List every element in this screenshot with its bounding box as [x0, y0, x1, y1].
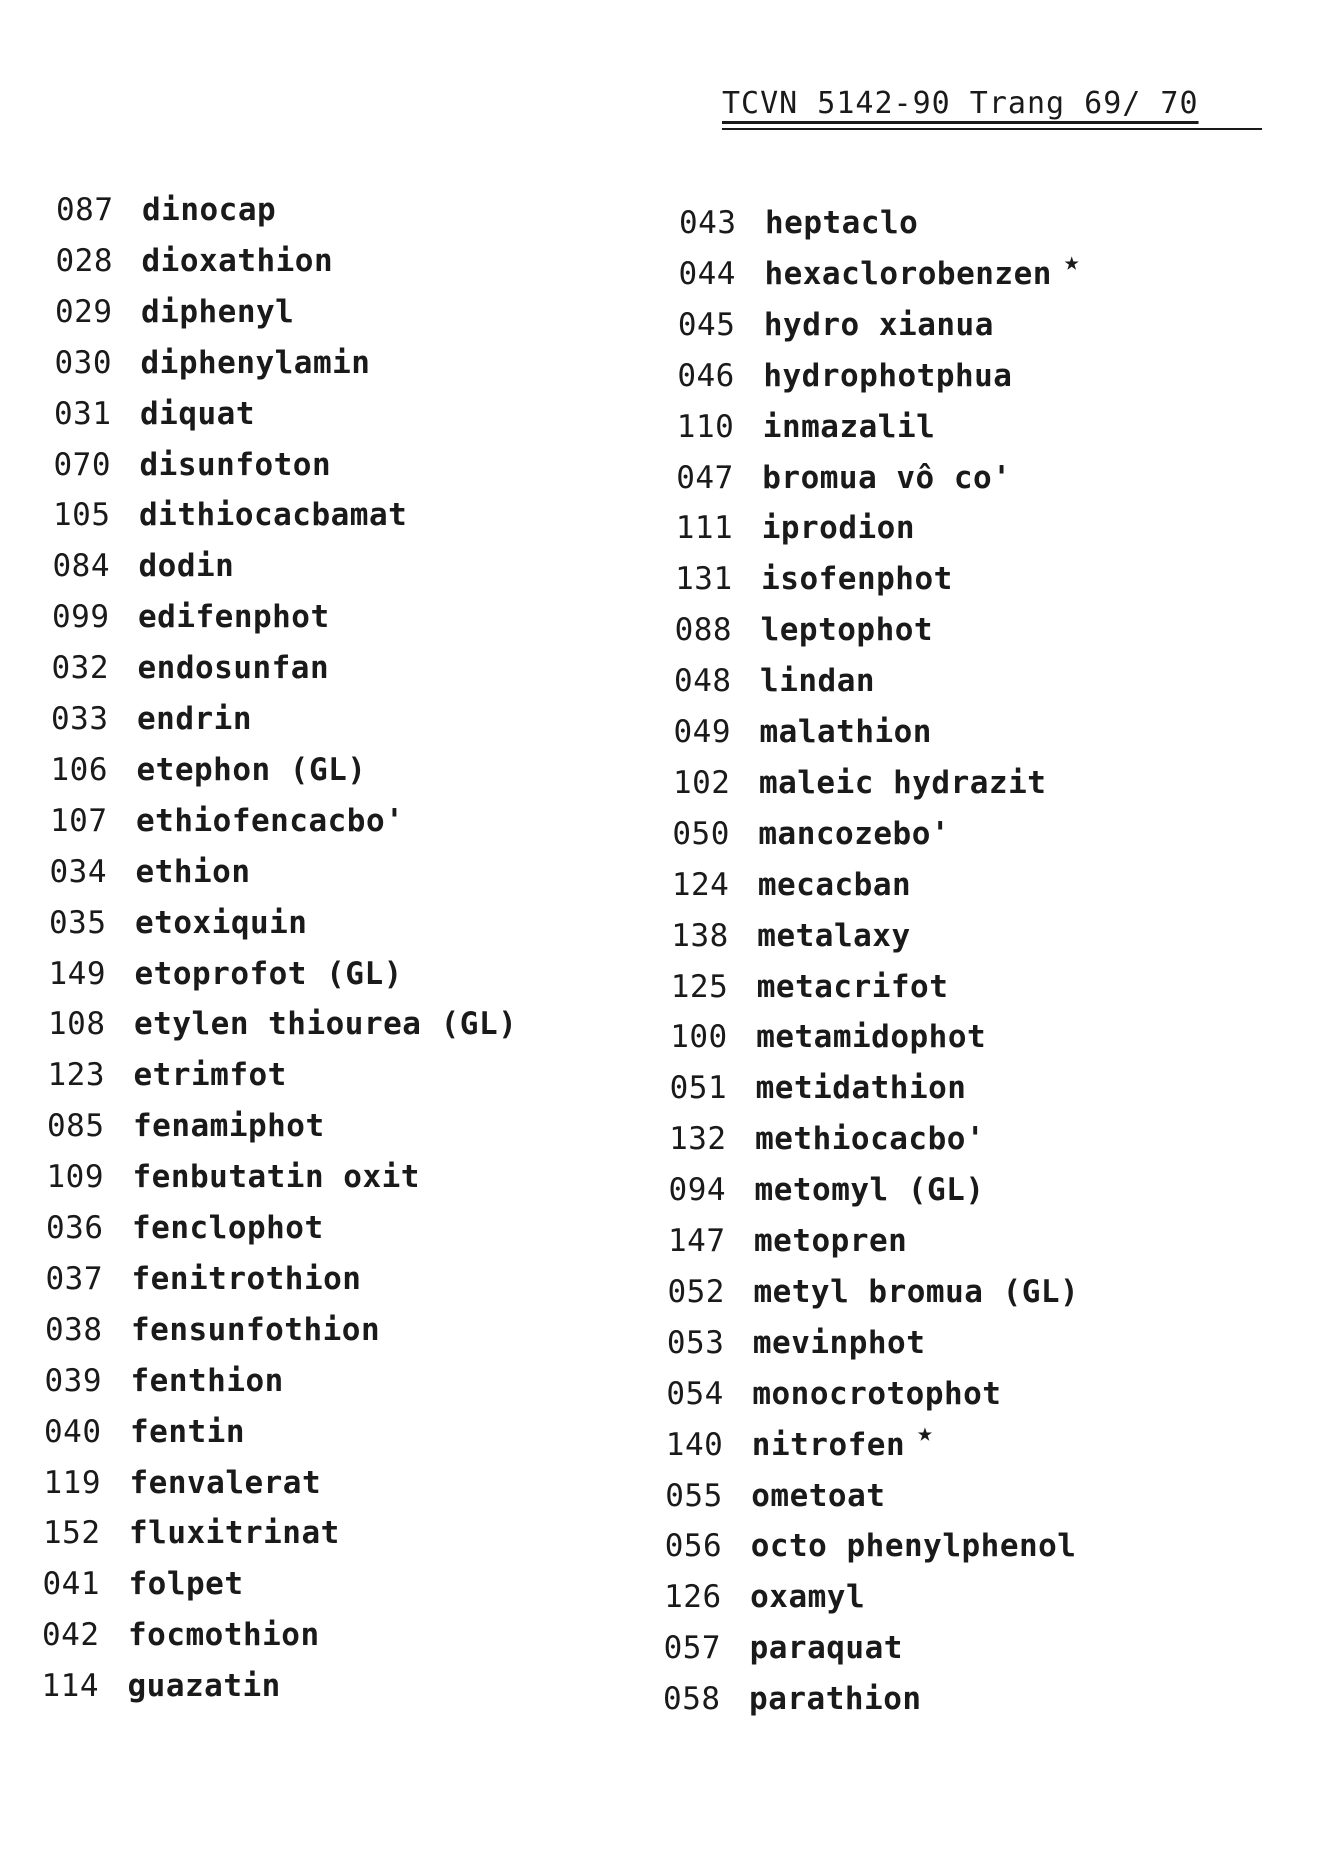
item-code: 035	[49, 904, 107, 941]
item-code: 032	[51, 650, 109, 687]
item-name: nitrofen	[751, 1426, 906, 1463]
list-item	[678, 307, 1006, 343]
list-item	[669, 1172, 997, 1208]
item-name: diphenylamin	[140, 344, 371, 381]
item-code: 140	[665, 1426, 724, 1463]
asterisk-mark: ★	[1063, 246, 1081, 277]
item-code: 100	[670, 1019, 728, 1056]
list-item	[668, 1223, 919, 1259]
item-name: diphenyl	[141, 293, 295, 330]
list-item	[675, 561, 965, 597]
item-code: 058	[663, 1681, 721, 1718]
item-name: mecacban	[757, 866, 912, 903]
item-code: 084	[52, 548, 110, 585]
item-code: 054	[666, 1375, 724, 1412]
item-code: 028	[55, 242, 113, 279]
item-code: 034	[49, 853, 107, 890]
item-name: edifenphot	[138, 599, 330, 636]
item-code: 038	[45, 1311, 103, 1348]
item-code: 106	[50, 751, 108, 788]
item-code: 123	[47, 1057, 105, 1094]
list-item	[673, 765, 1058, 801]
item-name: dithiocacbamat	[139, 497, 408, 534]
item-code: 125	[670, 968, 729, 1005]
list-item	[671, 969, 961, 1005]
item-code: 124	[671, 866, 730, 903]
list-item	[677, 409, 947, 445]
item-code: 152	[43, 1515, 101, 1552]
item-code: 132	[669, 1121, 727, 1158]
item-code: 029	[55, 293, 113, 330]
item-code: 149	[48, 955, 106, 992]
list-item	[670, 1019, 998, 1055]
item-code: 037	[45, 1260, 103, 1297]
item-name: ethiofencacbo'	[136, 802, 405, 839]
item-code: 056	[664, 1528, 723, 1565]
list-item	[671, 918, 922, 954]
item-name: metalaxy	[757, 917, 911, 954]
item-name: metopren	[754, 1223, 908, 1259]
item-name: malathion	[759, 714, 932, 750]
item-name: fenvalerat	[129, 1464, 322, 1501]
list-item	[669, 1121, 997, 1157]
item-name: etoprofot (GL)	[134, 955, 403, 992]
item-name: metyl bromua (GL)	[753, 1273, 1080, 1310]
item-code: 048	[674, 663, 732, 700]
list-item	[675, 612, 945, 648]
list-item	[667, 1325, 937, 1361]
item-name: folpet	[128, 1566, 244, 1603]
item-name: etrimfot	[133, 1057, 287, 1094]
item-name: disunfoton	[139, 446, 332, 483]
item-name: dioxathion	[141, 242, 334, 279]
list-item	[667, 1274, 1091, 1310]
item-name: bromua vô co'	[762, 459, 1012, 496]
list-item	[665, 1478, 897, 1514]
item-name: iprodion	[761, 510, 915, 547]
item-code: 044	[678, 255, 736, 292]
item-name: methiocacbo'	[755, 1121, 986, 1158]
item-code: 043	[679, 205, 737, 241]
item-code: 052	[667, 1273, 725, 1310]
item-code: 049	[673, 714, 731, 750]
item-name: octo phenylphenol	[750, 1528, 1077, 1565]
item-name: hexaclorobenzen	[764, 255, 1052, 292]
list-item	[666, 1376, 1013, 1412]
item-code: 045	[677, 306, 736, 343]
item-name: focmothion	[128, 1617, 320, 1654]
item-code: 050	[672, 815, 730, 852]
list-item	[674, 663, 887, 699]
item-code: 105	[53, 497, 111, 534]
item-code: 033	[51, 701, 109, 737]
item-code: 094	[668, 1172, 727, 1209]
item-name: isofenphot	[761, 561, 953, 598]
asterisk-mark: ★	[917, 1417, 934, 1448]
item-code: 114	[41, 1668, 99, 1705]
item-name: dinocap	[142, 192, 277, 228]
item-code: 088	[674, 612, 733, 649]
item-code: 047	[676, 459, 734, 496]
item-name: etylen thiourea (GL)	[134, 1006, 518, 1043]
item-name: mancozebo'	[758, 815, 951, 852]
item-name: fenclophot	[132, 1210, 324, 1246]
item-code: 147	[668, 1223, 726, 1259]
item-name: inmazalil	[762, 408, 936, 445]
item-code: 053	[666, 1324, 725, 1361]
item-code: 102	[672, 764, 731, 801]
list-item	[663, 1681, 933, 1717]
item-code: 107	[50, 802, 108, 839]
list-item	[679, 205, 930, 241]
item-name: fenbutatin oxit	[132, 1159, 420, 1196]
item-code: 040	[44, 1413, 102, 1450]
item-code: 055	[665, 1477, 723, 1514]
item-name: diquat	[140, 395, 255, 432]
item-code: 131	[675, 561, 733, 598]
item-code: 057	[663, 1630, 722, 1667]
list-item	[677, 358, 1024, 394]
item-code: 042	[42, 1617, 100, 1654]
item-name: fentin	[130, 1413, 245, 1450]
list-item	[678, 246, 1081, 292]
item-name: metacrifot	[756, 968, 949, 1005]
item-name: leptophot	[760, 612, 934, 649]
list-item	[674, 714, 944, 750]
list-item	[665, 1417, 934, 1463]
item-code: 109	[46, 1159, 104, 1196]
item-name: hydrophotphua	[763, 357, 1013, 394]
item-name: endrin	[137, 701, 252, 737]
item-name: maleic hydrazit	[758, 764, 1047, 801]
item-code: 099	[52, 599, 110, 636]
item-code: 031	[54, 395, 112, 432]
item-name: mevinphot	[752, 1324, 926, 1361]
item-code: 108	[48, 1006, 106, 1043]
item-name: metomyl (GL)	[754, 1172, 985, 1209]
item-name: oxamyl	[750, 1579, 866, 1616]
item-name: dodin	[138, 548, 235, 585]
item-name: guazatin	[127, 1668, 281, 1705]
item-name: paraquat	[749, 1630, 903, 1667]
item-name: metamidophot	[756, 1019, 987, 1056]
item-name: ethion	[135, 853, 251, 890]
item-code: 039	[44, 1362, 102, 1399]
item-code: 030	[54, 344, 112, 381]
item-code: 041	[42, 1566, 100, 1603]
item-name: lindan	[760, 663, 876, 700]
list-item	[665, 1528, 1089, 1564]
item-name: monocrotophot	[752, 1375, 1002, 1412]
list-item	[664, 1579, 877, 1615]
item-name: endosunfan	[137, 650, 330, 687]
page-header: TCVN 5142-90 Trang 69/ 70	[722, 86, 1199, 121]
item-code: 126	[664, 1579, 722, 1616]
list-item	[676, 510, 927, 546]
item-code: 087	[56, 192, 114, 228]
item-name: etephon (GL)	[136, 751, 367, 788]
item-name: fenitrothion	[131, 1260, 362, 1297]
list-item	[672, 816, 962, 852]
item-name: etoxiquin	[135, 904, 308, 941]
item-name: metidathion	[755, 1070, 967, 1107]
list-item	[664, 1630, 915, 1666]
list-item	[672, 867, 923, 903]
item-name: fluxitrinat	[129, 1515, 340, 1552]
item-name: parathion	[749, 1681, 922, 1718]
item-code: 046	[677, 357, 735, 394]
item-code: 085	[47, 1108, 105, 1145]
item-code: 036	[46, 1210, 104, 1246]
item-code: 070	[53, 446, 111, 483]
item-code: 051	[669, 1070, 728, 1107]
list-item	[670, 1070, 979, 1106]
item-name: fensunfothion	[131, 1311, 381, 1348]
item-code: 111	[675, 510, 734, 547]
list-item	[676, 460, 1023, 496]
item-code: 110	[676, 408, 735, 445]
item-name: hydro xianua	[763, 306, 994, 343]
item-name: heptaclo	[765, 205, 919, 241]
item-name: ometoat	[751, 1477, 886, 1514]
item-name: fenthion	[130, 1362, 284, 1399]
item-code: 138	[671, 917, 729, 954]
item-code: 119	[43, 1464, 101, 1501]
item-name: fenamiphot	[133, 1108, 325, 1145]
